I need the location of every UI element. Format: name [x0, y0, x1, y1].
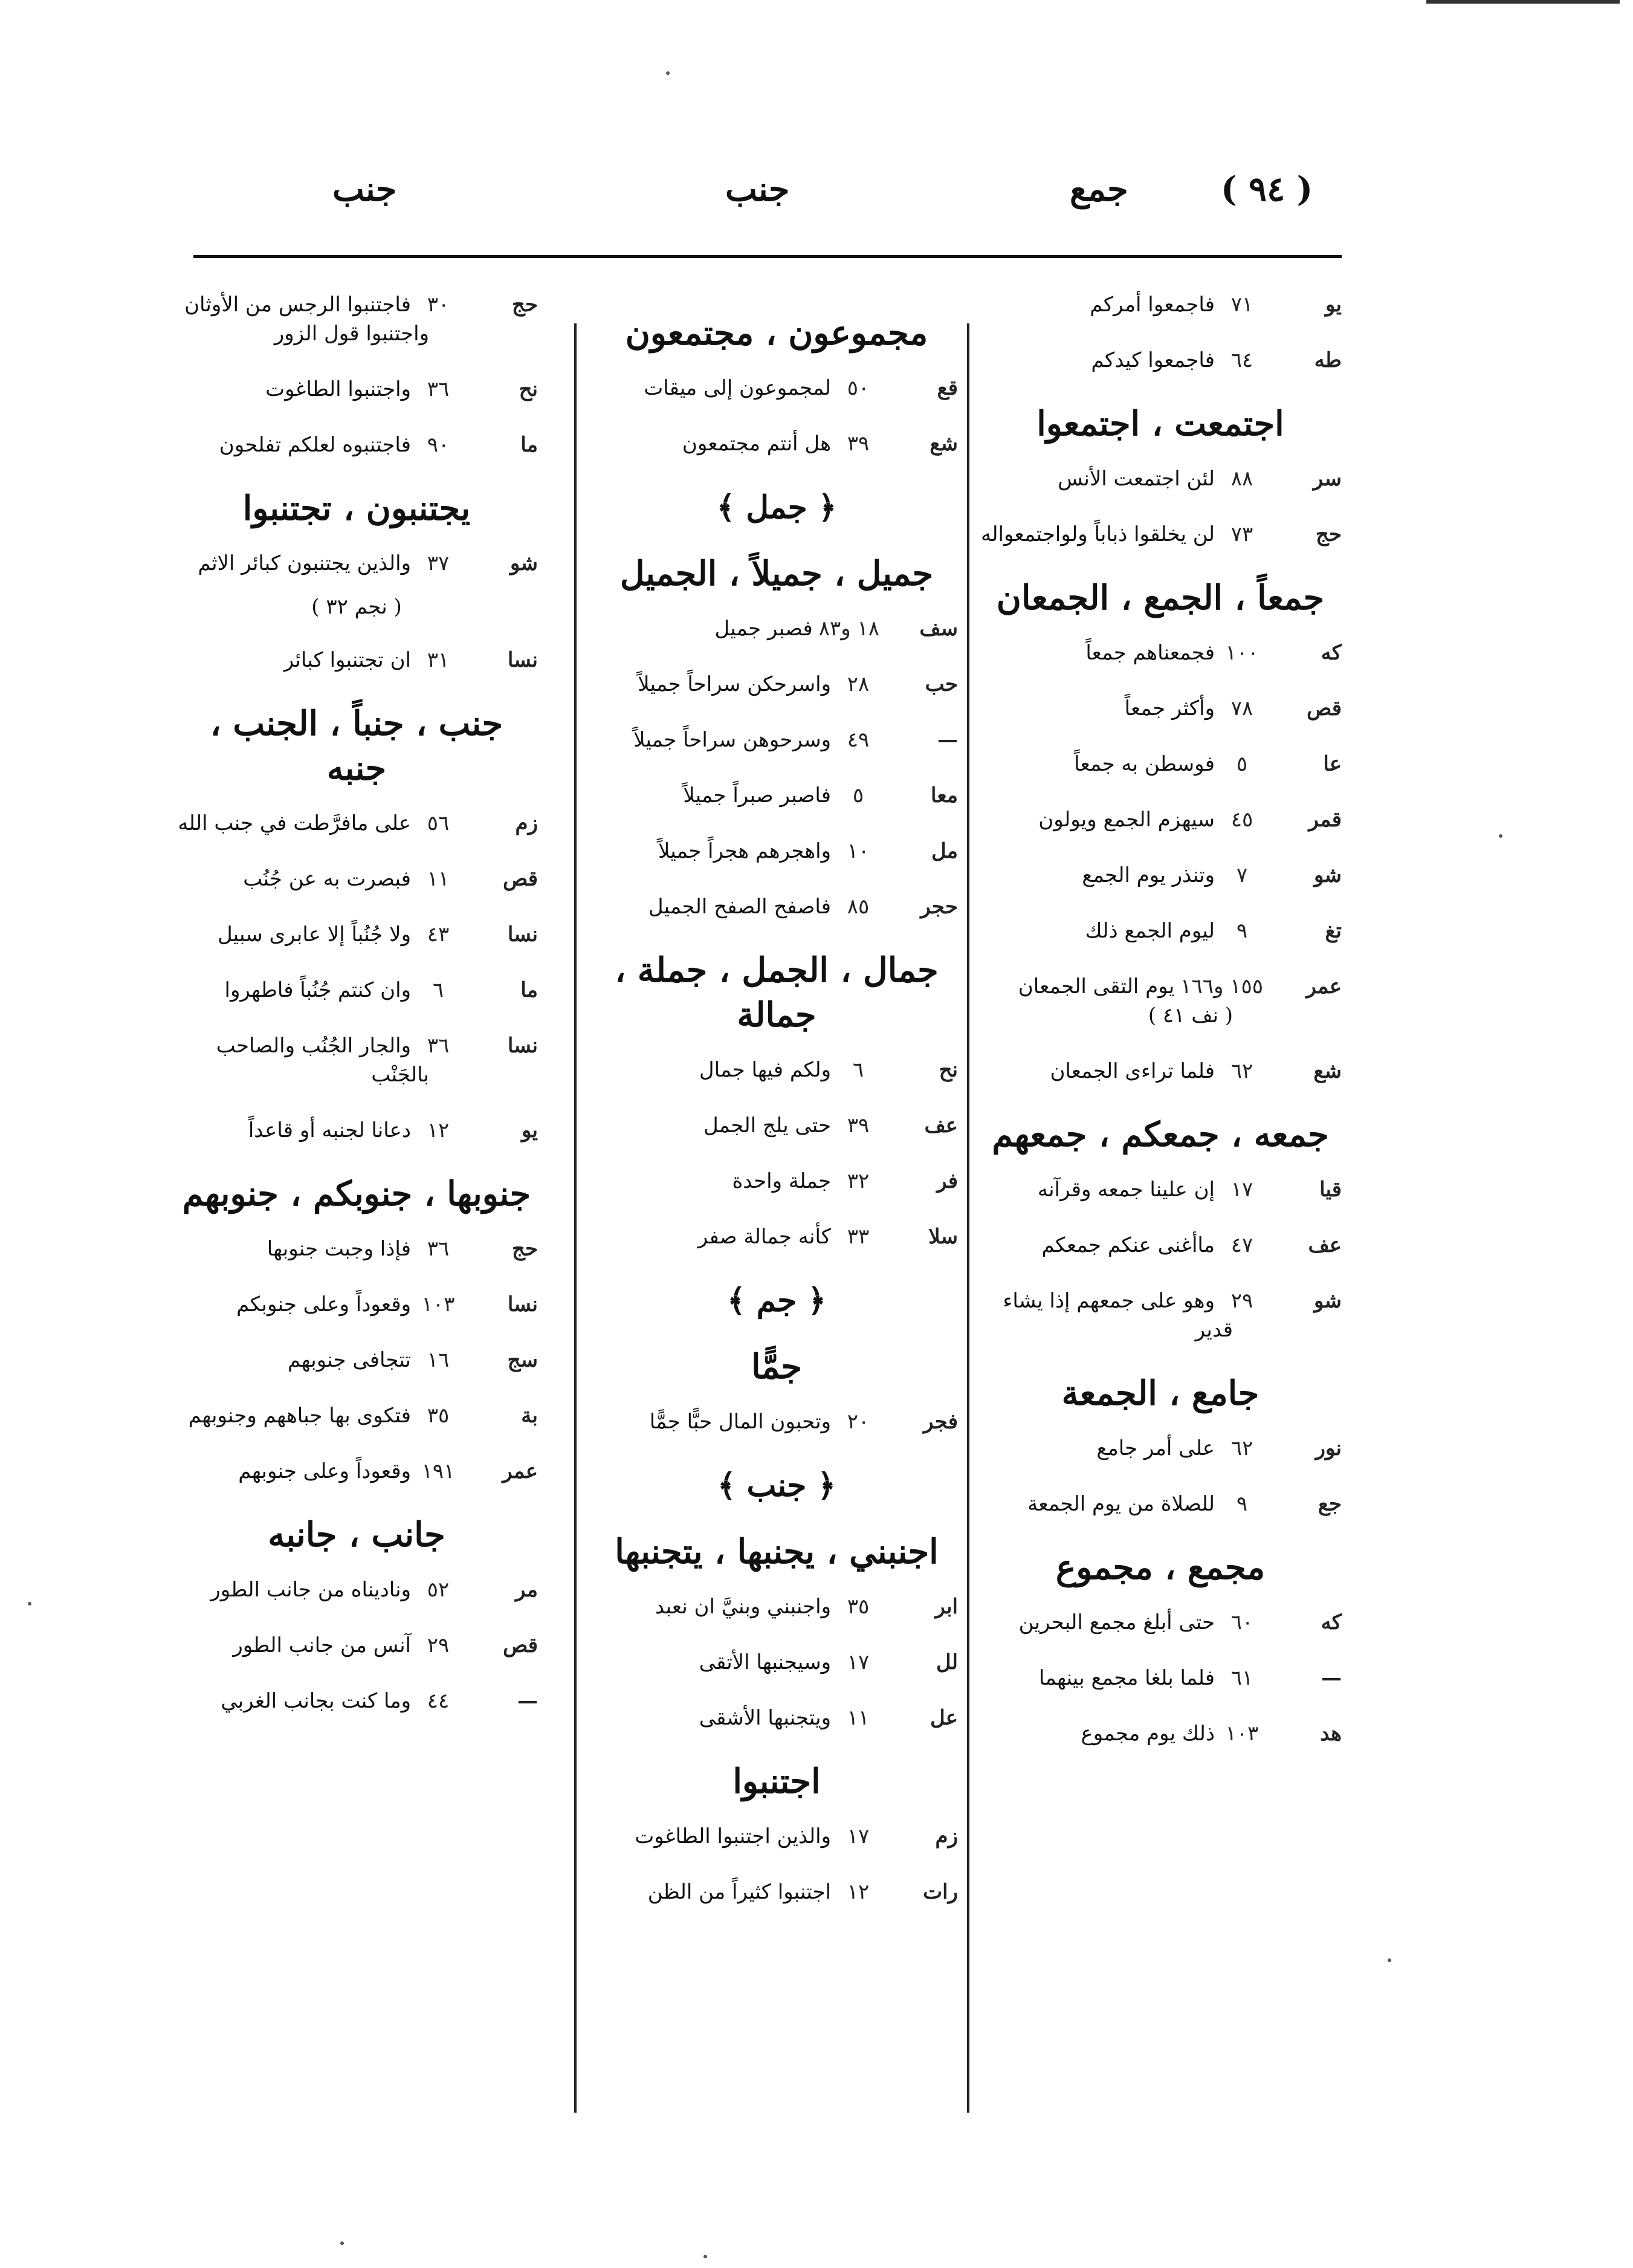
verse-text: ويتجنبها الأشقى: [699, 1706, 831, 1730]
verse-entry: [595, 1167, 958, 1196]
verse-text: فصبر جميل: [714, 617, 813, 641]
verse-entry: [175, 1346, 538, 1375]
entry-heading: جمًّا: [751, 1347, 803, 1387]
entry-heading: جمعاً ، الجمع ، الجمعان: [996, 578, 1325, 618]
verse-entry: [979, 972, 1342, 1030]
verse-text: دعانا لجنبه أو قاعداً: [248, 1118, 411, 1142]
verse-number: ٩٠: [427, 433, 450, 457]
verse-text: يوم التقى الجمعان: [1018, 974, 1175, 999]
verse-number: ١٧: [847, 1650, 870, 1674]
surah-abbrev: زم: [935, 1824, 958, 1848]
verse-number: ٩: [1236, 919, 1248, 943]
verse-number: ٩: [1236, 1492, 1248, 1516]
verse-entry: [175, 864, 538, 893]
verse-entry: [175, 809, 538, 838]
verse-text: ماأغنى عنكم جمعكم: [1041, 1233, 1215, 1257]
verse-entry: [175, 1401, 538, 1430]
verse-number: ١٨ و٨٣: [818, 617, 879, 641]
verse-number: ٣٩: [847, 432, 870, 456]
verse-text: وقعوداً وعلى جنوبهم: [238, 1459, 411, 1483]
verse-text: فبصرت به عن جُنُب: [243, 867, 411, 891]
verse-number: ٤٥: [1230, 808, 1253, 832]
surah-abbrev: يو: [1325, 293, 1342, 317]
verse-number: ٣٦: [427, 1034, 450, 1058]
verse-text: وناديناه من جانب الطور: [210, 1578, 411, 1602]
verse-text: للصلاة من يوم الجمعة: [1027, 1492, 1215, 1516]
scan-speck: [1388, 1959, 1391, 1962]
verse-number: ٥٠: [847, 376, 870, 400]
verse-number: ٦٢: [1230, 1059, 1253, 1083]
verse-entry: [979, 1057, 1342, 1086]
verse-entry: [979, 1175, 1342, 1204]
verse-number: ١٠٣: [421, 1292, 455, 1317]
surah-abbrev: مل: [931, 839, 958, 863]
surah-abbrev: عف: [924, 1113, 958, 1138]
verse-text: وهو على جمعهم إذا يشاء: [1003, 1289, 1215, 1313]
verse-text: على مافرَّطت في جنب الله: [178, 811, 411, 835]
verse-text: فإذا وجبت جنوبها: [267, 1237, 411, 1261]
surah-abbrev: شع: [930, 432, 958, 456]
verse-continuation: بالجَنْب: [371, 1063, 429, 1087]
verse-number: ٧١: [1230, 293, 1253, 317]
surah-abbrev: فجر: [923, 1410, 958, 1434]
verse-entry: [175, 375, 538, 404]
verse-text: هل أنتم مجتمعون: [682, 432, 831, 456]
verse-entry: [979, 694, 1342, 723]
surah-abbrev: نسا: [507, 648, 538, 672]
surah-abbrev: لل: [936, 1650, 958, 1674]
verse-number: ١١: [427, 867, 450, 891]
verse-entry: [595, 1407, 958, 1436]
verse-entry: [175, 920, 538, 949]
root-heading: ﴿ جنب ﴾: [717, 1467, 836, 1504]
verse-entry: [979, 1664, 1342, 1693]
surah-abbrev: قمر: [1308, 808, 1342, 832]
surah-abbrev: —: [517, 1689, 538, 1713]
verse-text: على أمر جامع: [1096, 1436, 1215, 1460]
verse-entry: [175, 290, 538, 348]
verse-text: فلما بلغا مجمع بينهما: [1038, 1666, 1215, 1690]
verse-entry: [595, 725, 958, 754]
verse-text: ولكم فيها جمال: [699, 1058, 831, 1082]
verse-entry: [979, 1719, 1342, 1748]
verse-text: سيهزم الجمع ويولون: [1038, 808, 1215, 832]
verse-entry: [595, 837, 958, 866]
verse-text: فتكوى بها جباههم وجنوبهم: [188, 1404, 411, 1428]
verse-text: جملة واحدة: [732, 1169, 831, 1193]
verse-number: ٨٥: [847, 895, 870, 919]
surah-abbrev: —: [1321, 1666, 1342, 1690]
entry-heading: يجتنبون ، تجتنبوا: [242, 488, 471, 528]
surah-abbrev: نسا: [507, 1292, 538, 1317]
verse-number: ١٧: [1230, 1178, 1253, 1202]
surah-abbrev: مر: [516, 1578, 538, 1602]
surah-abbrev: شو: [1313, 1289, 1342, 1313]
surah-abbrev: عل: [930, 1706, 958, 1730]
verse-text: إن علينا جمعه وقرآنه: [1037, 1178, 1215, 1202]
verse-text: ليوم الجمع ذلك: [1085, 919, 1215, 943]
middle-column: [595, 290, 958, 2104]
verse-entry: [979, 1434, 1342, 1463]
right-column: [979, 290, 1342, 2104]
verse-entry: [175, 1031, 538, 1089]
verse-entry: [979, 1286, 1342, 1344]
surah-abbrev: حج: [1316, 522, 1342, 546]
verse-number: ٣٢: [847, 1169, 870, 1193]
surah-abbrev: بة: [521, 1404, 538, 1428]
verse-entry: [595, 1648, 958, 1677]
verse-number: ٧٣: [1230, 522, 1253, 546]
entry-heading: اجنبني ، يجنبها ، يتجنبها: [615, 1532, 939, 1572]
verse-entry: [979, 290, 1342, 319]
verse-entry: [175, 430, 538, 459]
header-word-2: جنب: [725, 169, 790, 209]
verse-text: وقعوداً وعلى جنوبكم: [236, 1292, 411, 1317]
entry-heading: جنب ، جنباً ، الجنب ، جنبه: [210, 704, 503, 788]
verse-text: والجار الجُنُب والصاحب: [216, 1034, 411, 1058]
verse-text: والذين يجتنبون كبائر الاثم: [198, 551, 411, 575]
entry-heading: جميل ، جميلاً ، الجميل: [619, 554, 934, 594]
entry-heading: جانب ، جانبه: [268, 1515, 445, 1555]
verse-entry: [595, 781, 958, 810]
verse-text: فاصفح الصفح الجميل: [648, 895, 831, 919]
verse-number: ٣١: [427, 648, 450, 672]
surah-abbrev: رات: [923, 1880, 958, 1904]
verse-number: ١٥٥ و١٦٦: [1180, 974, 1263, 999]
surah-abbrev: عا: [1323, 752, 1342, 776]
surah-abbrev: هد: [1320, 1722, 1342, 1746]
verse-number: ٦١: [1230, 1666, 1253, 1690]
entry-heading: اجتمعت ، اجتمعوا: [1036, 404, 1284, 444]
verse-number: ٣٦: [427, 1237, 450, 1261]
verse-text: لئن اجتمعت الأنس: [1058, 467, 1215, 491]
header-rule: [193, 255, 1342, 258]
verse-entry: [595, 670, 958, 699]
verse-number: ٣٥: [427, 1404, 450, 1428]
column-separator: [967, 323, 969, 2113]
verse-text: فاجتنبوه لعلكم تفلحون: [219, 433, 411, 457]
root-heading: ﴿ جمل ﴾: [716, 489, 837, 526]
verse-text: واجنبني وبنيَّ ان نعبد: [655, 1595, 831, 1619]
verse-text: فاصبر صبراً جميلاً: [683, 783, 831, 808]
surah-abbrev: قص: [503, 1633, 538, 1657]
verse-entry: [175, 1290, 538, 1319]
page-number: ( ٩٤ ): [1221, 169, 1313, 209]
header-word-1: جمع: [1070, 169, 1128, 209]
entry-heading: مجموعون ، مجتمعون: [625, 313, 928, 353]
verse-number: ٦: [852, 1058, 864, 1082]
surah-abbrev: قص: [503, 867, 538, 891]
entry-heading: جمعه ، جمعكم ، جمعهم: [992, 1115, 1329, 1155]
verse-number: ٢٩: [1230, 1289, 1253, 1313]
entry-heading: جامع ، الجمعة: [1061, 1373, 1260, 1413]
verse-text: وان كنتم جُنُباً فاطهروا: [224, 978, 411, 1002]
verse-number: ٦: [432, 978, 444, 1002]
verse-entry: [595, 1111, 958, 1140]
verse-text: فوسطن به جمعاً: [1074, 752, 1215, 776]
surah-abbrev: —: [937, 728, 958, 752]
surah-abbrev: نح: [939, 1058, 958, 1082]
surah-abbrev: ما: [520, 978, 538, 1002]
verse-text: ان تجتنبوا كبائر: [283, 648, 411, 672]
verse-text: والذين اجتنبوا الطاغوت: [635, 1824, 831, 1848]
surah-abbrev: سج: [507, 1348, 538, 1372]
verse-entry: [175, 1116, 538, 1145]
verse-entry: [175, 1457, 538, 1486]
scan-speck: [666, 71, 670, 75]
verse-text: ولا جُنُباً إلا عابرى سبيل: [217, 922, 411, 947]
verse-number: ١٦: [427, 1348, 450, 1372]
verse-continuation: قدير: [1195, 1318, 1233, 1342]
entry-heading: اجتنبوا: [732, 1761, 821, 1801]
surah-abbrev: كه: [1321, 1610, 1342, 1635]
verse-text: آنس من جانب الطور: [233, 1633, 411, 1657]
verse-entry: [979, 750, 1342, 779]
verse-continuation: ( نف ٤١ ): [1148, 1003, 1233, 1028]
cross-reference-note: ( نجم ٣٢ ): [311, 595, 402, 619]
surah-abbrev: يو: [521, 1118, 538, 1142]
left-column: [175, 290, 538, 2104]
surah-abbrev: عمر: [502, 1459, 538, 1483]
verse-text: وما كنت بجانب الغربي: [221, 1689, 411, 1713]
verse-text: لن يخلقوا ذباباً ولواجتمعواله: [980, 522, 1215, 546]
corner-rule: [1426, 0, 1620, 4]
verse-number: ٣٣: [847, 1225, 870, 1249]
verse-entry: [175, 1686, 538, 1716]
verse-entry: [979, 638, 1342, 667]
surah-abbrev: سلا: [928, 1225, 958, 1249]
surah-abbrev: ما: [520, 433, 538, 457]
verse-text: وسيجنبها الأتقى: [699, 1650, 831, 1674]
verse-number: ٦٠: [1230, 1610, 1253, 1635]
verse-text: لمجموعون إلى ميقات: [644, 376, 831, 400]
column-separator: [574, 323, 577, 2113]
verse-number: ٤٧: [1230, 1233, 1253, 1257]
surah-abbrev: نح: [519, 377, 538, 401]
verse-entry: [595, 892, 958, 921]
entry-heading: جنوبها ، جنوبكم ، جنوبهم: [182, 1174, 531, 1214]
verse-entry: [175, 976, 538, 1005]
verse-entry: [979, 1608, 1342, 1637]
verse-number: ٣٠: [427, 293, 450, 317]
surah-abbrev: سر: [1313, 467, 1342, 491]
verse-text: اجتنبوا كثيراً من الظن: [647, 1880, 831, 1904]
surah-abbrev: حجر: [920, 895, 958, 919]
verse-entry: [595, 1592, 958, 1621]
surah-abbrev: كه: [1321, 641, 1342, 665]
surah-abbrev: حج: [512, 1237, 538, 1261]
surah-abbrev: عمر: [1306, 974, 1342, 999]
verse-text: فلما تراءى الجمعان: [1050, 1059, 1215, 1083]
verse-number: ٤٤: [427, 1689, 450, 1713]
surah-abbrev: قيا: [1319, 1178, 1342, 1202]
header-word-3: جنب: [332, 169, 397, 209]
verse-number: ٧٨: [1230, 696, 1253, 721]
surah-abbrev: حب: [925, 672, 958, 696]
verse-text: حتى أبلغ مجمع البحرين: [1018, 1610, 1215, 1635]
surah-abbrev: نور: [1315, 1436, 1342, 1460]
verse-entry: [979, 520, 1342, 549]
surah-abbrev: فر: [936, 1169, 958, 1193]
verse-entry: [595, 614, 958, 643]
verse-text: وتنذر يوم الجمع: [1082, 863, 1215, 887]
surah-abbrev: سف: [919, 617, 958, 641]
verse-entry: [979, 861, 1342, 890]
surah-abbrev: نسا: [507, 922, 538, 947]
surah-abbrev: طه: [1314, 348, 1342, 372]
verse-entry: [595, 1222, 958, 1251]
verse-text: تتجافى جنوبهم: [287, 1348, 411, 1372]
root-heading: ﴿ جم ﴾: [727, 1282, 826, 1319]
verse-entry: [175, 1631, 538, 1660]
verse-number: ٥: [852, 783, 864, 808]
verse-number: ١٠٠: [1225, 641, 1259, 665]
entry-heading: مجمع ، مجموع: [1055, 1547, 1266, 1587]
verse-entry: [595, 374, 958, 403]
surah-abbrev: شو: [509, 551, 538, 575]
verse-text: فجمعناهم جمعاً: [1085, 641, 1215, 665]
verse-entry: [979, 346, 1342, 375]
verse-entry: [979, 805, 1342, 834]
verse-text: فاجتنبوا الرجس من الأوثان: [184, 293, 411, 317]
verse-entry: [175, 1234, 538, 1263]
verse-text: وتحبون المال حبًّا جمًّا: [649, 1410, 831, 1434]
verse-entry: [595, 1878, 958, 1907]
verse-entry: [979, 464, 1342, 493]
scan-speck: [340, 2241, 344, 2245]
verse-number: ٦٤: [1230, 348, 1253, 372]
verse-entry: [979, 916, 1342, 945]
verse-number: ١٢: [427, 1118, 450, 1142]
verse-text: فاجمعوا أمركم: [1090, 293, 1215, 317]
verse-number: ٢٠: [847, 1410, 870, 1434]
verse-text: واسرحكن سراحاً جميلاً: [638, 672, 831, 696]
verse-number: ٣٥: [847, 1595, 870, 1619]
verse-number: ٤٩: [847, 728, 870, 752]
verse-entry: [979, 1489, 1342, 1518]
surah-abbrev: شع: [1313, 1059, 1342, 1083]
surah-abbrev: قص: [1307, 696, 1342, 721]
verse-entry: [175, 1575, 538, 1604]
scan-speck: [28, 1602, 31, 1605]
verse-number: ١٠٣: [1225, 1722, 1259, 1746]
surah-abbrev: معا: [931, 783, 958, 808]
verse-number: ١٢: [847, 1880, 870, 1904]
verse-entry: [175, 549, 538, 578]
verse-number: ٧: [1236, 863, 1248, 887]
verse-text: ذلك يوم مجموع: [1081, 1722, 1215, 1746]
verse-number: ٥: [1236, 752, 1248, 776]
verse-number: ٢٩: [427, 1633, 450, 1657]
verse-text: وأكثر جمعاً: [1124, 696, 1215, 721]
verse-text: وسرحوهن سراحاً جميلاً: [633, 728, 831, 752]
verse-entry: [595, 1822, 958, 1851]
surah-abbrev: زم: [515, 811, 538, 835]
surah-abbrev: شو: [1313, 863, 1342, 887]
entry-heading: جمال ، الجمل ، جملة ، جمالة: [615, 950, 939, 1035]
verse-text: واهجرهم هجراً جميلاً: [658, 839, 831, 863]
verse-continuation: واجتنبوا قول الزور: [274, 322, 429, 346]
surah-abbrev: جع: [1318, 1492, 1342, 1516]
verse-text: واجتنبوا الطاغوت: [265, 377, 411, 401]
verse-entry: [595, 1703, 958, 1732]
verse-entry: [175, 646, 538, 675]
verse-number: ٤٣: [427, 922, 450, 947]
verse-number: ٣٧: [427, 551, 450, 575]
verse-number: ٢٨: [847, 672, 870, 696]
scan-speck: [703, 2255, 707, 2258]
verse-text: كأنه جمالة صفر: [697, 1225, 831, 1249]
scan-speck: [1499, 834, 1502, 838]
verse-number: ٥٦: [427, 811, 450, 835]
verse-number: ٦٢: [1230, 1436, 1253, 1460]
verse-text: حتى يلج الجمل: [703, 1113, 831, 1138]
verse-entry: [595, 429, 958, 458]
verse-number: ٣٦: [427, 377, 450, 401]
verse-number: ٨٨: [1230, 467, 1253, 491]
surah-abbrev: عف: [1308, 1233, 1342, 1257]
verse-entry: [979, 1231, 1342, 1260]
surah-abbrev: نسا: [507, 1034, 538, 1058]
verse-number: ٥٢: [427, 1578, 450, 1602]
surah-abbrev: ابر: [935, 1595, 958, 1619]
verse-entry: [595, 1055, 958, 1084]
running-header: [193, 163, 1342, 230]
verse-number: ١٩١: [421, 1459, 455, 1483]
verse-text: فاجمعوا كيدكم: [1091, 348, 1215, 372]
verse-number: ١١: [847, 1706, 870, 1730]
verse-number: ٣٩: [847, 1113, 870, 1138]
verse-number: ١٧: [847, 1824, 870, 1848]
surah-abbrev: تغ: [1325, 919, 1342, 943]
surah-abbrev: قع: [937, 376, 958, 400]
verse-number: ١٠: [847, 839, 870, 863]
surah-abbrev: حج: [512, 293, 538, 317]
